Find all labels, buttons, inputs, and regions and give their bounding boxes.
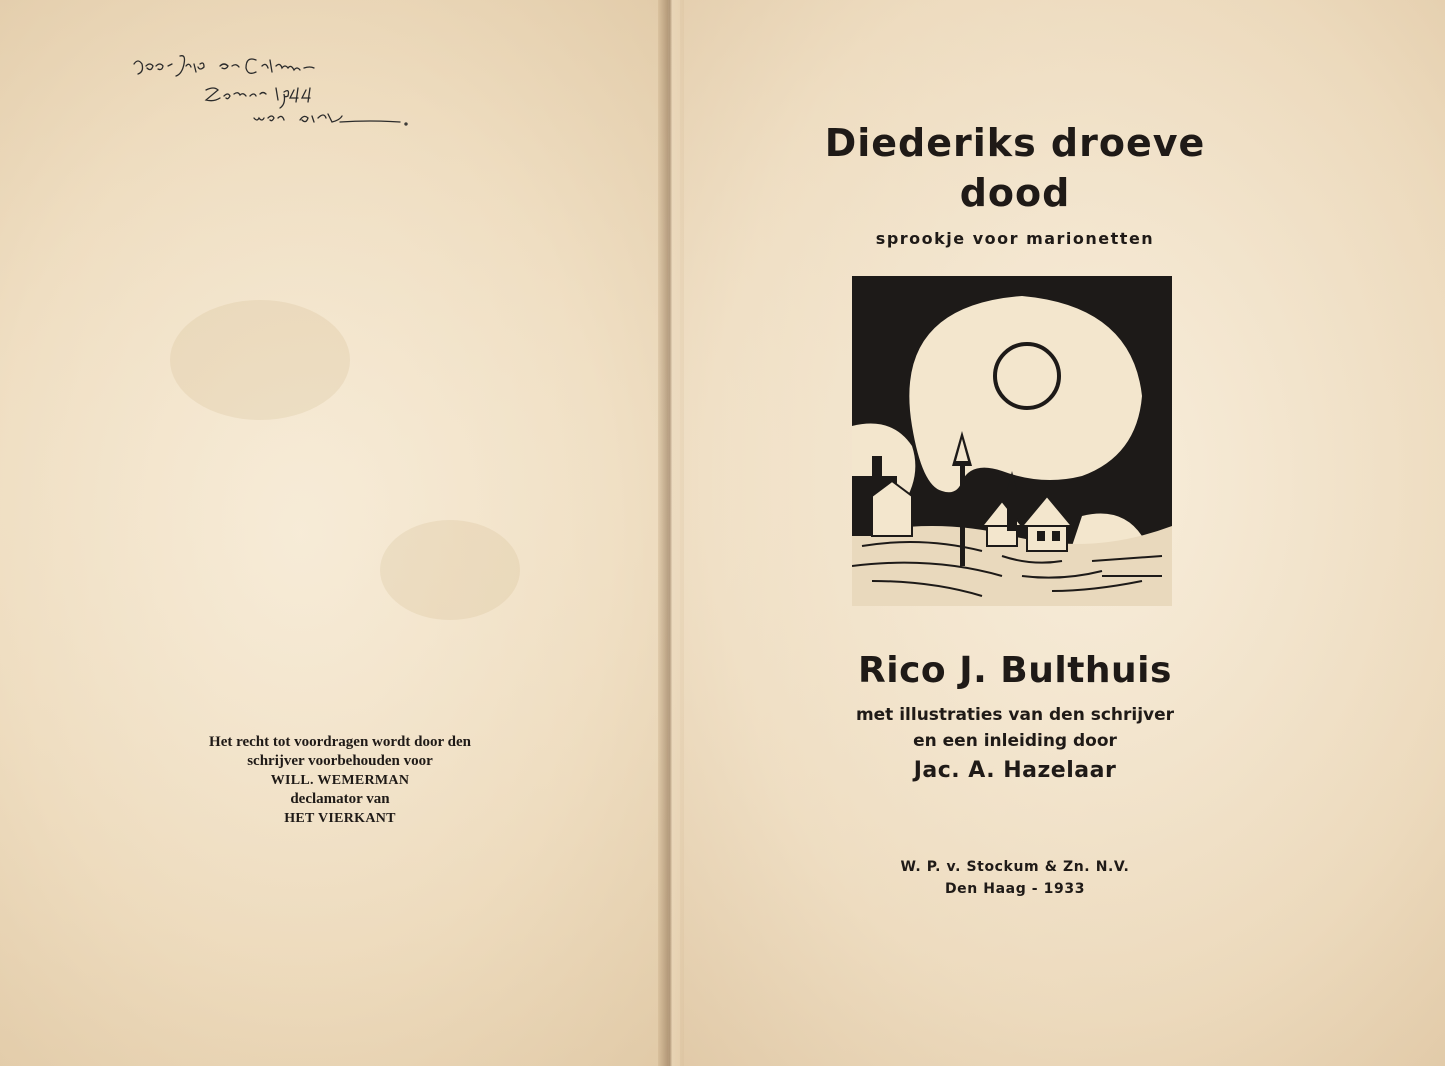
rights-line-3: declamator van xyxy=(290,791,390,807)
publication-place-year: Den Haag - 1933 xyxy=(944,881,1086,897)
rights-notice xyxy=(140,733,540,828)
rights-line-2: schrijver voorbehouden voor xyxy=(247,753,433,769)
title-line-2: dood xyxy=(959,171,1071,215)
publisher-name: W. P. v. Stockum & Zn. N.V. xyxy=(900,859,1130,875)
publisher-block xyxy=(740,856,1290,900)
organization-name: HET VIERKANT xyxy=(284,811,396,826)
paper-stain xyxy=(170,300,350,420)
inscription-scribble xyxy=(128,52,428,152)
woodcut-moonlit-street xyxy=(852,276,1172,606)
credits xyxy=(740,702,1290,788)
woodcut-illustration xyxy=(852,276,1172,606)
credits-line-2: en een inleiding door xyxy=(913,731,1117,751)
book-title xyxy=(740,118,1290,218)
title-line-1: Diederiks droeve xyxy=(824,121,1206,165)
left-page xyxy=(0,0,668,1066)
paper-stain xyxy=(380,520,520,620)
author-name: Rico J. Bulthuis xyxy=(858,650,1172,691)
introduction-author: Jac. A. Hazelaar xyxy=(913,758,1117,783)
handwritten-inscription xyxy=(128,52,428,152)
book-subtitle: sprookje voor marionetten xyxy=(875,229,1155,248)
rights-line-1: Het recht tot voordragen wordt door den xyxy=(209,734,471,750)
book-gutter xyxy=(658,0,684,1066)
declaimer-name: WILL. WEMERMAN xyxy=(270,773,410,788)
credits-line-1: met illustraties van den schrijver xyxy=(855,705,1175,725)
